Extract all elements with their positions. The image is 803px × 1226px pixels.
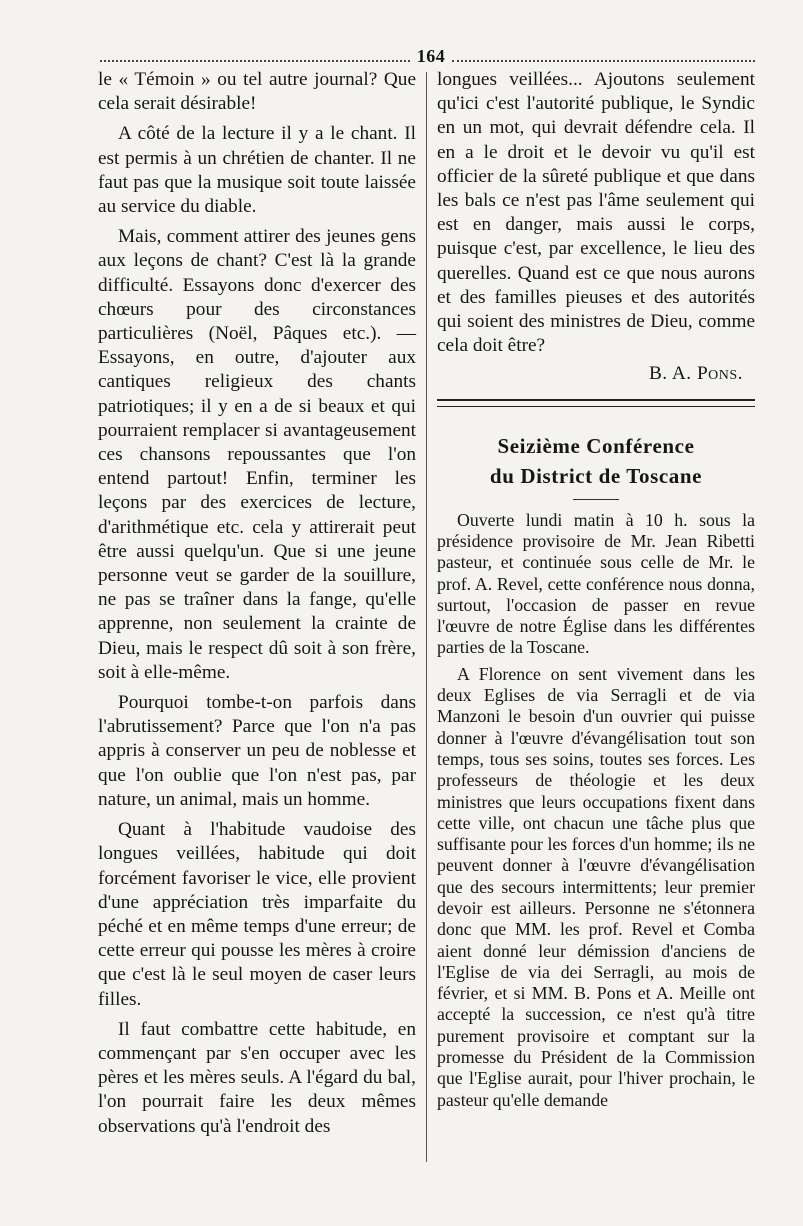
left-column (98, 68, 416, 1139)
article-signature: B. A. Pons. (648, 363, 743, 385)
left-paragraph-abrutissement: Pourquoi tombe-t-on parfois dans l'abrutissement? Parce que l'on n'a pas appris à conserver un peu de noblesse et que l'on oublie que l'on n'est pas, par nature, un animal, mais un homme. (98, 692, 416, 810)
right-paragraph-florence: A Florence on sent vivement dans les deux Eglises de via Serragli et de via Manzoni le besoin d'un ouvrier qui puisse donner à l'œuvre d'évangélisation tout son temps, tous ses soins, toutes ses forces. Les professeurs de théologie et les deux ministres que leurs occupations fixent dans cette ville, ont chacun une tâche plus que suffisante pour les forces d'un homme; ils ne peuvent donner à l'œuvre d'évangélisation que des secours intermittents; leur premier devoir est ailleurs. Personne ne s'étonnera donc que MM. les prof. Revel et Comba aient donné leur démission d'anciens de l'Eglise de via dei Serragli, au mois de février, et si MM. B. Pons et A. Meille ont accepté la succession, ce n'est qu'à titre purement provisoire et comptant sur la promesse du Président de la Commission que l'Eglise aurait, pour l'hiver prochain, le pasteur qu'elle demande (437, 663, 755, 1110)
page-header (100, 40, 755, 70)
left-paragraph-veillees: Quant à l'habitude vaudoise des longues veillées, habitude qui doit forcément favoriser le vice, elle provient d'une appréciation très imparfaite du péché et en même temps d'une erreur; de cette erreur qui pousse les mères à croire que c'est là le seul moyen de caser leurs filles. (98, 819, 416, 1010)
section-title-line-1: Seizième Conférence (497, 433, 695, 458)
column-divider (426, 72, 427, 1162)
page-number: 164 (416, 46, 446, 66)
header-rule-right (452, 60, 755, 62)
right-paragraph-ouverture: Ouverte lundi matin à 10 h. sous la présidence provisoire de Mr. Jean Ribetti pasteur, et continuée sous celle de Mr. le prof. A. Revel, cette conférence nous donna, surtout, l'occasion de passer en revue l'œuvre de notre Église dans les différentes parties de la Toscane. (437, 509, 755, 658)
left-paragraph-chant: A côté de la lecture il y a le chant. Il est permis à un chrétien de chanter. Il ne faut pas que la musique soit toute laissée au service du diable. (98, 123, 416, 218)
header-rule-left (100, 60, 410, 62)
left-paragraph-continuation: le « Témoin » ou tel autre journal? Que cela serait désirable! (98, 69, 416, 115)
section-title-line-2: du District de Toscane (489, 463, 703, 488)
title-rule (573, 499, 619, 500)
conference-report (437, 510, 755, 1111)
section-separator (437, 399, 755, 407)
right-column (437, 68, 755, 1111)
section-title (437, 431, 755, 491)
left-paragraph-combattre: Il faut combattre cette habitude, en commençant par s'en occuper avec les pères et les mères seuls. A l'égard du bal, l'on pourrait faire les deux mêmes observations qu'à l'endroit des (98, 1018, 416, 1137)
right-paragraph-continuation: longues veillées... Ajoutons seulement qu'ici c'est l'autorité publique, le Syndic en un mot, qui devrait défendre cela. Il en a le droit et le devoir vu qu'il est officier de la sûreté publique et que dans les bals ce n'est pas l'âme seulement qui est en danger, mais aussi le corps, puisque c'est, par excellence, le lieu des querelles. Quand est ce que nous aurons et des familles pieuses et des autorités qui soient des ministres de Dieu, comme cela doit être? (437, 69, 755, 357)
left-paragraph-lecons: Mais, comment attirer des jeunes gens aux leçons de chant? C'est là la grande difficulté. Essayons donc d'exercer des chœurs pour des circonstances particulières (Noël, Pâques etc.). — Essayons, en outre, d'ajouter aux cantiques religieux des chants patriotiques; il y en a de si beaux et qui pourraient remplacer si avantageusement ces chansons repoussantes que l'on entend partout! Enfin, terminer les leçons par des exercices de lecture, d'arithmétique etc. cela y attirerait peut être aussi quelqu'un. Que si une jeune personne veut se garder de la souillure, ne pas se traîner dans la fange, qu'elle apprenne, non seulement la crainte de Dieu, mais le respect dû soit à son frère, soit à elle-même. (98, 226, 416, 683)
